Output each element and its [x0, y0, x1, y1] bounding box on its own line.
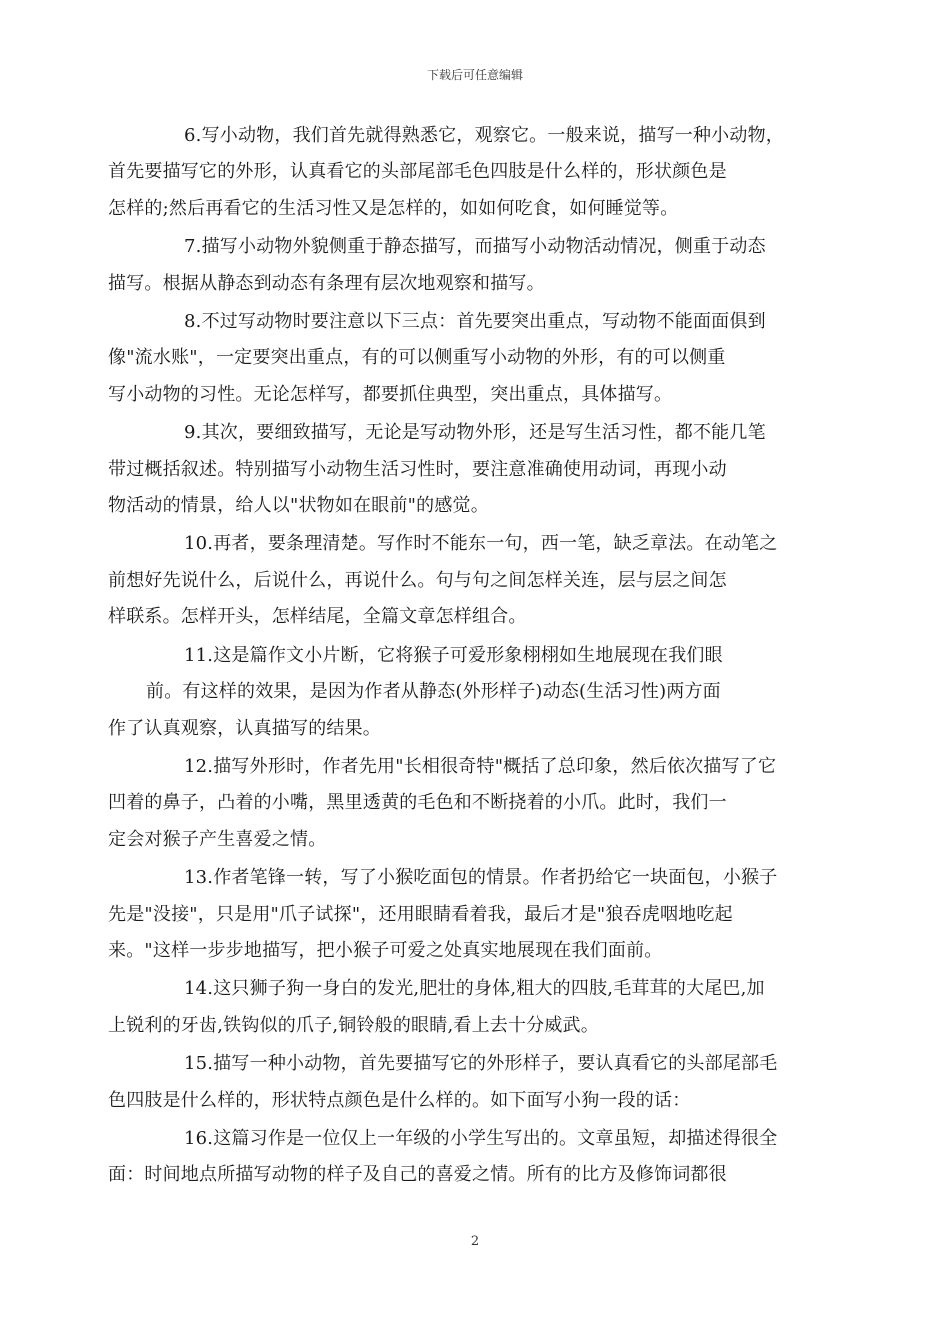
text-line: 像"流水账"，一定要突出重点，有的可以侧重写小动物的外形，有的可以侧重	[108, 347, 726, 369]
text-line: 15.描写一种小动物，首先要描写它的外形样子，要认真看它的头部尾部毛	[184, 1053, 778, 1075]
paragraph-15	[108, 1046, 806, 1119]
text-line: 8.不过写动物时要注意以下三点：首先要突出重点，写动物不能面面俱到	[184, 311, 766, 333]
text-line: 11.这是篇作文小片断，它将猴子可爱形象栩栩如生地展现在我们眼	[184, 644, 723, 666]
text-line: 怎样的;然后再看它的生活习性又是怎样的，如如何吃食，如何睡觉等。	[108, 197, 679, 219]
text-line: 作了认真观察，认真描写的结果。	[108, 717, 381, 739]
text-line: 上锐利的牙齿,铁钩似的爪子,铜铃般的眼睛,看上去十分威武。	[108, 1014, 599, 1036]
paragraph-16	[108, 1121, 806, 1194]
text-line: 6.写小动物，我们首先就得熟悉它，观察它。一般来说，描写一种小动物，	[184, 125, 784, 146]
text-line: 9.其次，要细致描写，无论是写动物外形，还是写生活习性，都不能几笔	[184, 422, 766, 444]
text-line: 面：时间地点所描写动物的样子及自己的喜爱之情。所有的比方及修饰词都很	[108, 1164, 727, 1186]
text-line: 7.描写小动物外貌侧重于静态描写，而描写小动物活动情况，侧重于动态	[184, 236, 766, 258]
text-line: 14.这只狮子狗一身白的发光,肥壮的身体,粗大的四肢,毛茸茸的大尾巴,加	[184, 978, 765, 1000]
text-line: 来。"这样一步步地描写，把小猴子可爱之处真实地展现在我们面前。	[108, 939, 663, 961]
paragraph-14	[108, 971, 806, 1044]
paragraph-6	[108, 118, 806, 227]
paragraph-10	[108, 526, 806, 635]
text-line: 13.作者笔锋一转，写了小猴吃面包的情景。作者扔给它一块面包，小猴子	[184, 867, 778, 889]
document-body	[108, 118, 806, 1196]
paragraph-13	[108, 860, 806, 969]
text-line: 前。有这样的效果，是因为作者从静态(外形样子)动态(生活习性)两方面	[146, 681, 721, 703]
text-line: 写小动物的习性。无论怎样写，都要抓住典型，突出重点，具体描写。	[108, 383, 673, 405]
text-line: 色四肢是什么样的，形状特点颜色是什么样的。如下面写小狗一段的话：	[108, 1089, 691, 1111]
text-line: 定会对猴子产生喜爱之情。	[108, 828, 327, 850]
text-line: 带过概括叙述。特别描写小动物生活习性时，要注意准确使用动词，再现小动	[108, 458, 727, 480]
text-line: 凹着的鼻子，凸着的小嘴，黑里透黄的毛色和不断挠着的小爪。此时，我们一	[108, 792, 727, 814]
text-line: 样联系。怎样开头，怎样结尾，全篇文章怎样组合。	[108, 606, 527, 628]
text-line: 描写。根据从静态到动态有条理有层次地观察和描写。	[108, 272, 545, 294]
text-line: 首先要描写它的外形，认真看它的头部尾部毛色四肢是什么样的，形状颜色是	[108, 161, 727, 183]
text-line: 物活动的情景，给人以"状物如在眼前"的感觉。	[108, 495, 489, 517]
paragraph-12	[108, 749, 806, 858]
paragraph-8	[108, 304, 806, 413]
page-number: 2	[470, 1234, 480, 1249]
paragraph-11	[108, 638, 806, 747]
text-line: 先是"没接"，只是用"爪子试探"，还用眼睛看着我，最后才是"狼吞虎咽地吃起	[108, 903, 733, 925]
text-line: 前想好先说什么，后说什么，再说什么。句与句之间怎样关连，层与层之间怎	[108, 569, 727, 591]
text-line: 12.描写外形时，作者先用"长相很奇特"概括了总印象，然后依次描写了它	[184, 755, 777, 777]
paragraph-9	[108, 415, 806, 524]
text-line: 16.这篇习作是一位仅上一年级的小学生写出的。文章虽短，却描述得很全	[184, 1127, 778, 1149]
page-header: 下载后可任意编辑	[426, 68, 523, 82]
text-line: 10.再者，要条理清楚。写作时不能东一句，西一笔，缺乏章法。在动笔之	[184, 533, 778, 555]
paragraph-7	[108, 229, 806, 302]
